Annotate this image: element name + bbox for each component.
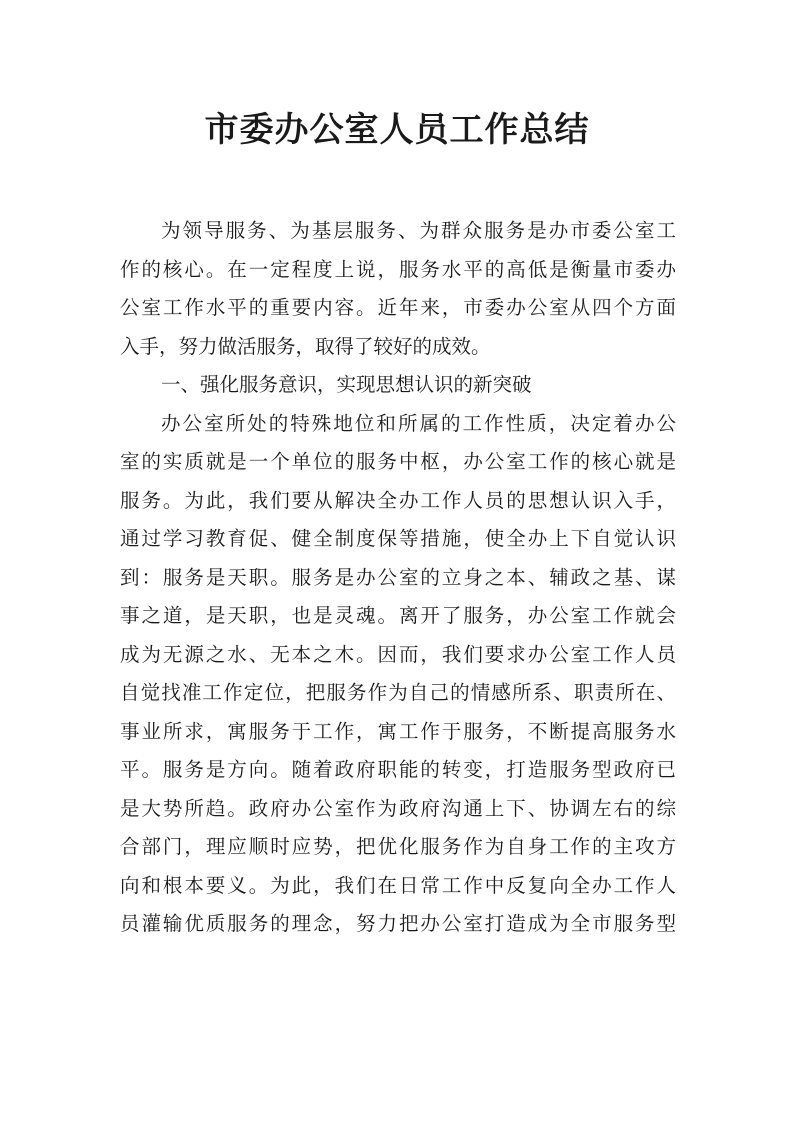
text-line: 作的核心。在一定程度上说，服务水平的高低是衡量市委办 bbox=[120, 257, 676, 281]
text-line: 通过学习教育促、健全制度保等措施，使全办上下自觉认识 bbox=[120, 527, 676, 550]
text-line: 向和根本要义。为此，我们在日常工作中反复向全办工作人 bbox=[120, 873, 676, 897]
text-line: 为领导服务、为基层服务、为群众服务是办市委公室工 bbox=[161, 219, 676, 242]
text-line: 成为无源之水、无本之木。因而，我们要求办公室工作人员 bbox=[120, 642, 676, 666]
text-line: 服务。为此，我们要从解决全办工作人员的思想认识入手， bbox=[120, 488, 676, 512]
text-line: 室的实质就是一个单位的服务中枢，办公室工作的核心就是 bbox=[120, 450, 676, 473]
text-line: 事业所求，寓服务于工作，寓工作于服务，不断提高服务水 bbox=[120, 719, 676, 743]
text-line: 入手，努力做活服务，取得了较好的成效。 bbox=[120, 334, 491, 358]
text-line: 事之道，是天职，也是灵魂。离开了服务，办公室工作就会 bbox=[120, 604, 676, 627]
text-line: 办公室所处的特殊地位和所属的工作性质，决定着办公 bbox=[161, 411, 676, 435]
text-line: 到：服务是天职。服务是办公室的立身之本、辅政之基、谋 bbox=[120, 565, 676, 589]
text-line: 平。服务是方向。随着政府职能的转变，打造服务型政府已 bbox=[120, 758, 676, 781]
text-line: 员灌输优质服务的理念，努力把办公室打造成为全市服务型 bbox=[120, 912, 676, 935]
text-line: 合部门，理应顺时应势，把优化服务作为自身工作的主攻方 bbox=[120, 835, 676, 858]
text-line: 是大势所趋。政府办公室作为政府沟通上下、协调左右的综 bbox=[120, 796, 676, 820]
text-line: 一、强化服务意识，实现思想认识的新突破 bbox=[161, 373, 532, 396]
document-title: 市委办公室人员工作总结 bbox=[204, 110, 590, 150]
text-line: 自觉找准工作定位，把服务作为自己的情感所系、职责所在、 bbox=[120, 681, 676, 704]
document-body bbox=[120, 212, 676, 944]
text-line: 公室工作水平的重要内容。近年来，市委办公室从四个方面 bbox=[120, 296, 676, 319]
